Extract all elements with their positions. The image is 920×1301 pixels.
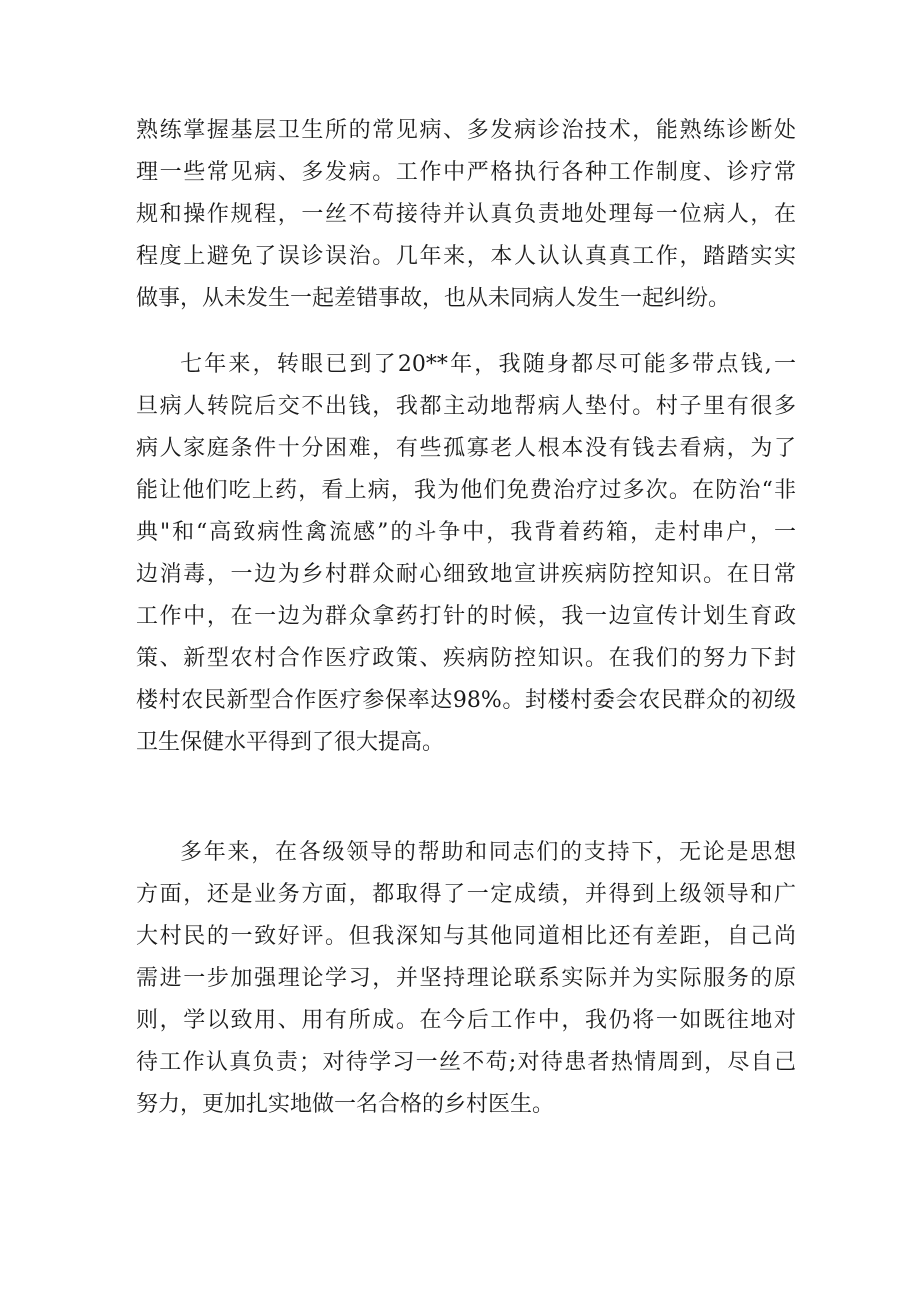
paragraph-line: 理一些常见病、多发病。工作中严格执行各种工作制度、诊疗常 [136, 160, 796, 185]
paragraph-line: 做事，从未发生一起差错事故，也从未同病人发生一起纠纷。 [136, 286, 731, 311]
paragraph-line: 则，学以致用、用有所成。在今后工作中，我仍将一如既往地对 [136, 1008, 796, 1033]
paragraph-line: 能让他们吃上药，看上病，我为他们免费治疗过多次。在防治“非 [136, 478, 796, 503]
paragraph-line: 旦病人转院后交不出钱，我都主动地帮病人垫付。村子里有很多 [136, 394, 796, 419]
paragraph-line: 典"和“高致病性禽流感”的斗争中，我背着药箱，走村串户，一 [136, 520, 796, 545]
paragraph-line: 边消毒，一边为乡村群众耐心细致地宣讲疾病防控知识。在日常 [136, 562, 796, 587]
paragraph-line: 卫生保健水平得到了很大提高。 [136, 730, 445, 755]
paragraph-line: 楼村农民新型合作医疗参保率达98%。封楼村委会农民群众的初级 [136, 688, 796, 713]
paragraph-line: 规和操作规程，一丝不苟接待并认真负责地处理每一位病人，在 [136, 202, 796, 227]
paragraph-line: 需进一步加强理论学习，并坚持理论联系实际并为实际服务的原 [136, 966, 796, 991]
paragraph-line: 方面，还是业务方面，都取得了一定成绩，并得到上级领导和广 [136, 882, 796, 907]
paragraph-line: 工作中，在一边为群众拿药打针的时候，我一边宣传计划生育政 [136, 604, 796, 629]
paragraph-line: 七年来，转眼已到了20**年，我随身都尽可能多带点钱,一 [180, 352, 796, 377]
paragraph-line: 程度上避免了误诊误治。几年来，本人认认真真工作，踏踏实实 [136, 244, 796, 269]
paragraph-line: 努力，更加扎实地做一名合格的乡村医生。 [136, 1092, 555, 1117]
paragraph-line: 多年来，在各级领导的帮助和同志们的支持下，无论是思想 [180, 840, 796, 865]
paragraph-line: 病人家庭条件十分困难，有些孤寡老人根本没有钱去看病，为了 [136, 436, 796, 461]
paragraph-3 [136, 832, 796, 1126]
paragraph-line: 熟练掌握基层卫生所的常见病、多发病诊治技术，能熟练诊断处 [136, 118, 796, 143]
paragraph-line: 大村民的一致好评。但我深知与其他同道相比还有差距，自己尚 [136, 924, 796, 949]
paragraph-2 [136, 344, 796, 764]
paragraph-1 [136, 110, 796, 320]
paragraph-line: 策、新型农村合作医疗政策、疾病防控知识。在我们的努力下封 [136, 646, 796, 671]
paragraph-line: 待工作认真负责；对待学习一丝不苟;对待患者热情周到，尽自己 [136, 1050, 796, 1075]
